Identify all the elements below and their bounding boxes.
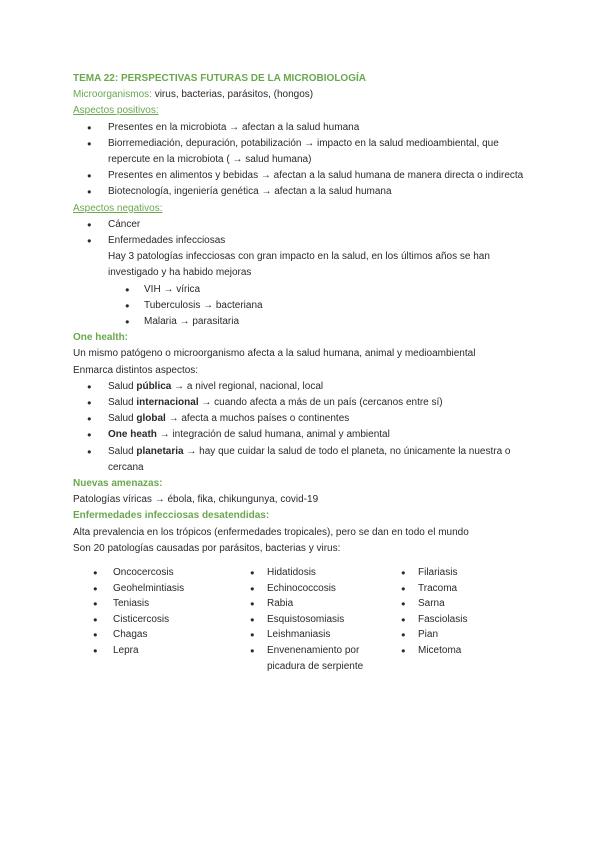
- list-item: ● VIH → vírica: [73, 282, 533, 298]
- diseases-column-1: [73, 565, 263, 674]
- document-page: [73, 71, 533, 674]
- microorganismos-text: virus, bacterias, parásitos, (hongos): [151, 89, 314, 101]
- one-health-heading: One health:: [73, 332, 129, 344]
- diseases-column-3: [401, 565, 521, 674]
- desatendidas-line2: Son 20 patologías causadas por parásitos, bacterias y virus:: [73, 542, 341, 554]
- list-item: ● Malaria → parasitaria: [73, 314, 533, 330]
- diseases-columns: [73, 565, 533, 674]
- list-item: ● Biorremediación, depuración, potabilización → impacto en la salud medioambiental, que repercute en la microbiota ( → salud humana): [73, 136, 533, 168]
- list-item: ● Enfermedades infecciosas: [73, 233, 533, 249]
- negativos-heading: Aspectos negativos:: [73, 202, 163, 214]
- item-suffix: → integración de salud humana, animal y ambiental: [156, 429, 390, 441]
- list-item: ● Hidatidosis: [250, 565, 400, 581]
- one-health-list: [73, 379, 533, 476]
- list-item: ● Cáncer: [73, 217, 533, 233]
- amenazas-heading: Nuevas amenazas:: [73, 478, 163, 490]
- list-item: [73, 395, 533, 411]
- list-item: ● Envenenamiento por picadura de serpiente: [250, 643, 400, 674]
- negativos-sublist: [73, 282, 533, 331]
- item-prefix: Salud: [108, 445, 137, 457]
- list-item: ● Chagas: [73, 627, 263, 643]
- list-item: ● Tracoma: [401, 581, 521, 597]
- item-bold: planetaria: [136, 445, 184, 457]
- positivos-heading: Aspectos positivos:: [73, 105, 159, 117]
- microorganismos-label: Microorganismos:: [73, 89, 152, 101]
- desatendidas-line1: Alta prevalencia en los trópicos (enfermedades tropicales), pero se dan en todo el mundo: [73, 526, 469, 538]
- list-item: ● Sarna: [401, 596, 521, 612]
- list-item: ● Oncocercosis: [73, 565, 263, 581]
- list-item: [73, 427, 533, 443]
- list-item: [73, 411, 533, 427]
- page-title: TEMA 22: PERSPECTIVAS FUTURAS DE LA MICROBIOLOGÍA: [73, 73, 366, 84]
- item-bold: internacional: [136, 397, 199, 409]
- negativos-note: Hay 3 patologías infecciosas con gran impacto en la salud, en los últimos años se han investigado y ha habido mejoras: [108, 251, 490, 279]
- list-item: [73, 444, 533, 476]
- positivos-list: [73, 120, 533, 201]
- item-prefix: Salud: [108, 413, 137, 425]
- list-item: ● Leishmaniasis: [250, 627, 400, 643]
- item-suffix: → a nivel regional, nacional, local: [171, 380, 324, 392]
- list-item: ● Pian: [401, 627, 521, 643]
- list-item: ● Presentes en alimentos y bebidas → afectan a la salud humana de manera directa o indirecta: [73, 168, 533, 184]
- list-item: ● Micetoma: [401, 643, 521, 659]
- item-suffix: → afecta a muchos países o continentes: [165, 413, 350, 425]
- list-item: ● Tuberculosis → bacteriana: [73, 298, 533, 314]
- list-item: ● Rabia: [250, 596, 400, 612]
- item-suffix: → hay que cuidar la salud de todo el planeta, no únicamente la nuestra o cercana: [108, 445, 511, 473]
- item-prefix: Salud: [108, 380, 137, 392]
- list-item: ● Biotecnología, ingeniería genética → afectan a la salud humana: [73, 184, 533, 200]
- desatendidas-heading: Enfermedades infecciosas desatendidas:: [73, 510, 270, 522]
- list-item: [73, 379, 533, 395]
- item-bold: One heath: [108, 429, 157, 441]
- list-item: ● Fasciolasis: [401, 612, 521, 628]
- item-suffix: → cuando afecta a más de un país (cercanos entre sí): [198, 397, 443, 409]
- list-item: ● Filariasis: [401, 565, 521, 581]
- diseases-column-2: [250, 565, 400, 674]
- amenazas-text: Patologías víricas → ébola, fika, chikungunya, covid-19: [73, 494, 319, 506]
- list-item: ● Lepra: [73, 643, 263, 659]
- one-health-line1: Un mismo patógeno o microorganismo afecta a la salud humana, animal y medioambiental: [73, 348, 476, 360]
- negativos-list: [73, 217, 533, 249]
- one-health-line2: Enmarca distintos aspectos:: [73, 364, 199, 376]
- list-item: ● Teniasis: [73, 596, 263, 612]
- item-prefix: Salud: [108, 397, 137, 409]
- list-item: ● Cisticercosis: [73, 612, 263, 628]
- item-bold: pública: [136, 380, 172, 392]
- microorganismos-line: [73, 87, 533, 103]
- list-item: ● Geohelmintiasis: [73, 581, 263, 597]
- list-item: ● Presentes en la microbiota → afectan a la salud humana: [73, 120, 533, 136]
- list-item: ● Esquistosomiasis: [250, 612, 400, 628]
- item-bold: global: [136, 413, 166, 425]
- list-item: ● Echinococcosis: [250, 581, 400, 597]
